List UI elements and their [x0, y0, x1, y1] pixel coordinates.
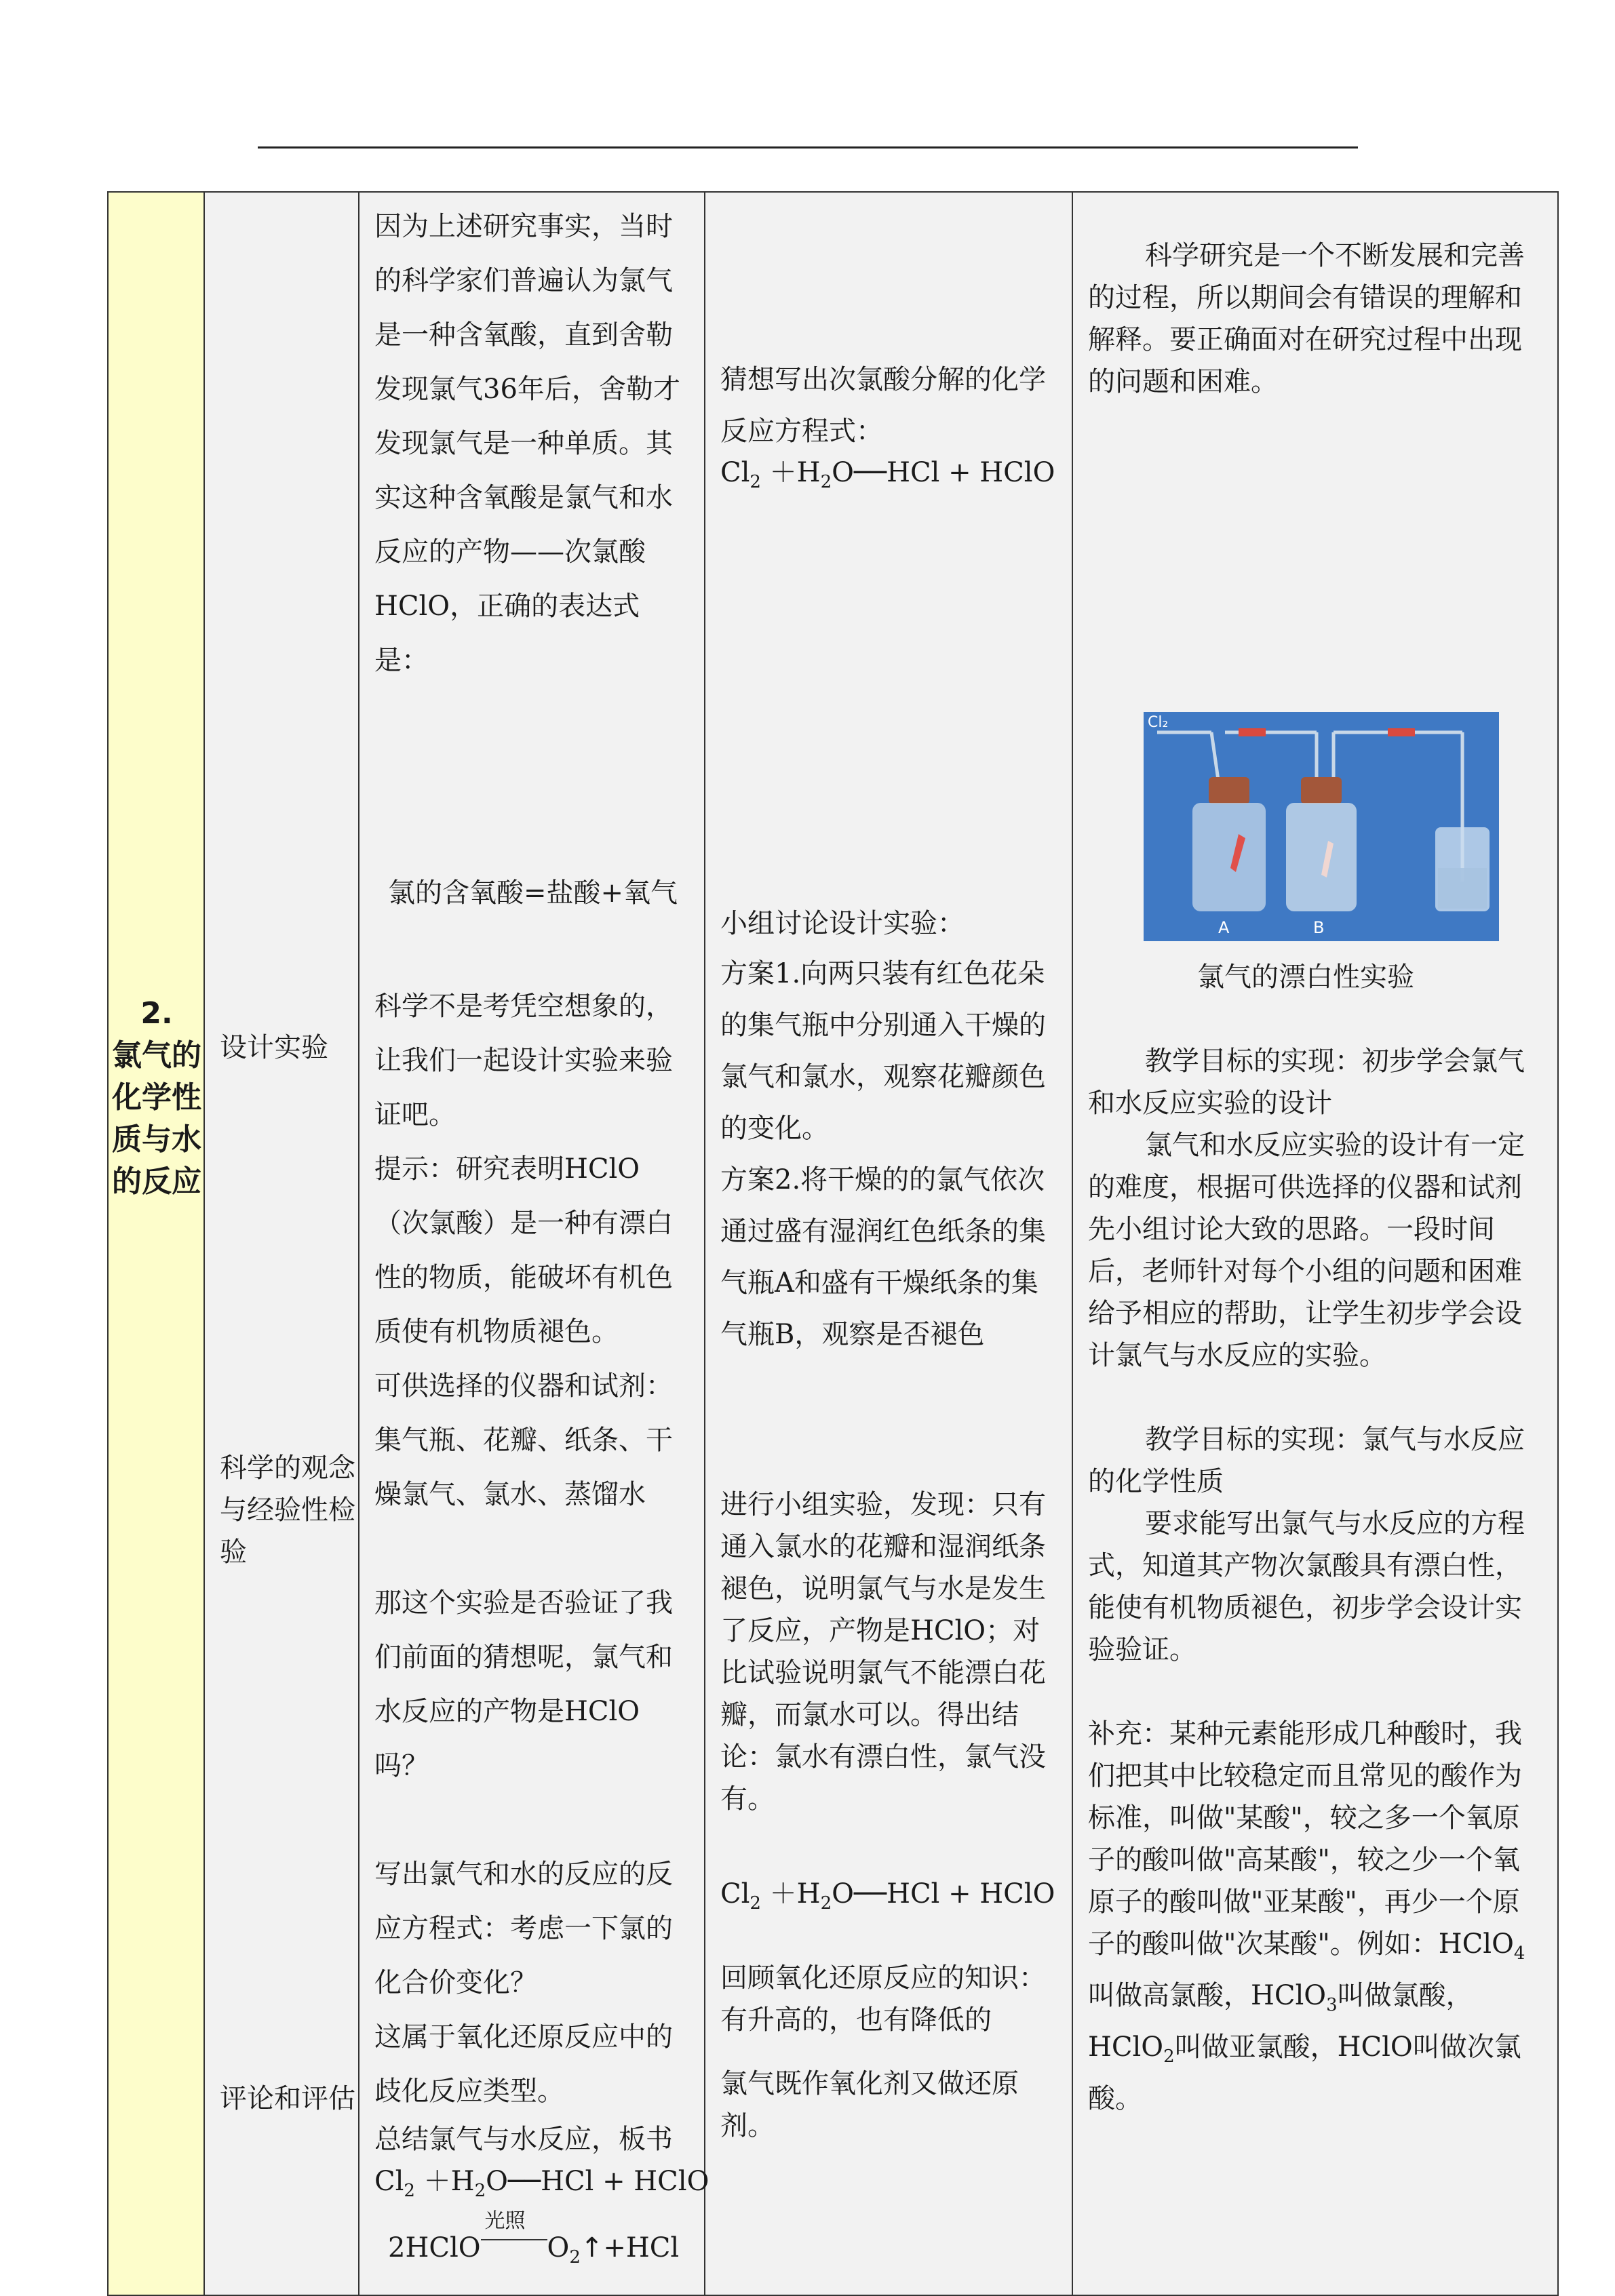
decomp-o: O [547, 2232, 570, 2263]
notes-text-6 [1088, 1713, 1542, 2120]
stage-scientific-verification: 科学的观念与经验性检验 [220, 1452, 355, 1568]
student-equation-2 [720, 1873, 1055, 1924]
bleaching-experiment-photo [1144, 712, 1499, 941]
header-rule [258, 146, 1358, 149]
eq-cl: Cl [720, 1878, 750, 1909]
eq-cl-sub: 2 [750, 472, 761, 492]
teacher-text-5: 那这个实验是否验证了我们前面的猜想呢，氯气和水反应的产物是HClO吗？ [374, 1587, 673, 1781]
eq-cl-sub: 2 [750, 1893, 761, 1914]
student-text-1: 猜想写出次氯酸分解的化学反应方程式： [720, 364, 1046, 447]
notes-sub-4: 4 [1513, 1943, 1525, 1964]
student-text-6: 回顾氧化还原反应的知识：有升高的，也有降低的 [720, 1962, 1046, 2036]
eq-cl: Cl [720, 457, 750, 488]
student-text-3: 方案1.向两只装有红色花朵的集气瓶中分别通入干燥的氯气和氯水，观察花瓣颜色的变化。 [720, 958, 1046, 1144]
board-equation [374, 2160, 709, 2212]
student-text-4: 方案2.将干燥的的氯气依次通过盛有湿润红色纸条的集气瓶A和盛有干燥纸条的集气瓶B，观察是否褪色 [720, 1164, 1046, 1350]
student-activity-column [705, 193, 1073, 2295]
eq-plus-h: ＋H [423, 2166, 475, 2197]
student-text-2: 小组讨论设计实验： [720, 908, 965, 939]
student-equation-1 [720, 452, 1055, 503]
photo-label-a: A [1218, 918, 1230, 937]
stage-column [205, 193, 359, 2295]
eq-plus-h: ＋H [769, 457, 821, 488]
eq-cl: Cl [374, 2166, 404, 2197]
notes-6a: 补充：某种元素能形成几种酸时，我们把其中比较稳定而且常见的酸作为标准，叫做"某酸"，较之多一个氧原子的酸叫做"高某酸"，较之少一个氧原子的酸叫做"亚某酸"，再少一个原子的酸叫做"次某酸"。例如：HClO [1088, 1718, 1522, 1960]
notes-column [1073, 193, 1557, 2295]
eq-rest: O──HCl + HClO [832, 457, 1055, 488]
photo-label-cl2: Cl₂ [1148, 714, 1169, 731]
lesson-table [107, 191, 1559, 2296]
decomp-condition-text: 光照 [484, 2209, 526, 2233]
eq-rest: O──HCl + HClO [486, 2166, 709, 2197]
notes-text-2: 教学目标的实现：初步学会氯气和水反应实验的设计 [1088, 1046, 1525, 1119]
notes-6c: 叫做氯酸，HClO [1088, 1980, 1473, 2063]
teacher-text-1: 因为上述研究事实，当时的科学家们普遍认为氯气是一种含氧酸，直到舍勒发现氯气36年后，舍勒才发现氯气是一种单质。其实这种含氧酸是氯气和水反应的产物——次氯酸HClO，正确的表达式是： [374, 211, 680, 676]
eq-h-sub: 2 [820, 1893, 832, 1914]
eq-h-sub: 2 [474, 2181, 486, 2201]
gas-arrow: ↑ [580, 2232, 604, 2263]
teacher-text-6: 写出氯气和水的反应的反应方程式：考虑一下氯的化合价变化？ [374, 1859, 673, 1998]
notes-text-1: 科学研究是一个不断发展和完善的过程，所以期间会有错误的理解和解释。要正确面对在研究过程中出现的问题和困难。 [1088, 240, 1525, 397]
notes-text-3: 氯气和水反应实验的设计有一定的难度，根据可供选择的仪器和试剂先小组讨论大致的思路。一段时间后，老师针对每个小组的问题和困难给予相应的帮助，让学生初步学会设计氯气与水反应的实验。 [1088, 1130, 1525, 1371]
student-text-7: 氯气既作氧化剂又做还原剂。 [720, 2068, 1019, 2141]
teacher-text-4: 可供选择的仪器和试剂：集气瓶、花瓣、纸条、干燥氯气、氯水、蒸馏水 [374, 1370, 673, 1510]
teacher-text-8: 总结氯气与水反应，板书 [374, 2124, 673, 2155]
stage-evaluation: 评论和评估 [220, 2083, 355, 2114]
notes-text-4: 教学目标的实现：氯气与水反应的化学性质 [1088, 1424, 1525, 1497]
decomp-o-sub: 2 [569, 2247, 581, 2268]
eq-rest: O──HCl + HClO [832, 1878, 1055, 1909]
section-name: 氯气的化学性质与水的反应 [112, 1038, 201, 1199]
eq-cl-sub: 2 [404, 2181, 415, 2201]
eq-h-sub: 2 [820, 472, 832, 492]
decomp-left: 2HClO [388, 2232, 481, 2263]
decomp-hcl: +HCl [603, 2232, 680, 2263]
notes-sub-3: 3 [1326, 1995, 1338, 2015]
section-title [109, 993, 205, 1203]
photo-caption: 氯气的漂白性实验 [1197, 962, 1414, 993]
notes-6b: 叫做高氯酸，HClO [1088, 1980, 1327, 2011]
old-formula: 氯的含氧酸=盐酸+氧气 [388, 877, 678, 909]
decomp-condition [481, 2209, 547, 2263]
decomp-condition-line [481, 2239, 547, 2240]
photo-label-b: B [1313, 918, 1325, 937]
notes-6d: 叫做亚氯酸，HClO叫做次氯酸。 [1088, 2032, 1521, 2114]
section-number: 2. [140, 996, 173, 1031]
teacher-text-3: 提示：研究表明HClO（次氯酸）是一种有漂白性的物质，能破坏有机色质使有机物质褪色。 [374, 1153, 673, 1347]
teacher-text-2: 科学不是考凭空想象的，让我们一起设计实验来验证吧。 [374, 991, 673, 1130]
student-text-5: 进行小组实验，发现：只有通入氯水的花瓣和湿润纸条褪色，说明氯气与水是发生了反应，产物是HClO；对比试验说明氯气不能漂白花瓣，而氯水可以。得出结论：氯水有漂白性，氯气没有。 [720, 1489, 1046, 1815]
apparatus-illustration [1144, 712, 1499, 941]
teacher-text-7: 这属于氧化还原反应中的歧化反应类型。 [374, 2021, 673, 2107]
stage-design-experiment: 设计实验 [220, 1032, 328, 1063]
decomposition-equation [388, 2209, 680, 2278]
notes-text-5: 要求能写出氯气与水反应的方程式，知道其产物次氯酸具有漂白性，能使有机物质褪色，初步学会设计实验验证。 [1088, 1508, 1525, 1665]
section-column [109, 193, 205, 2295]
teacher-activity-column [359, 193, 709, 2295]
notes-sub-2: 2 [1163, 2046, 1175, 2067]
eq-plus-h: ＋H [769, 1878, 821, 1909]
